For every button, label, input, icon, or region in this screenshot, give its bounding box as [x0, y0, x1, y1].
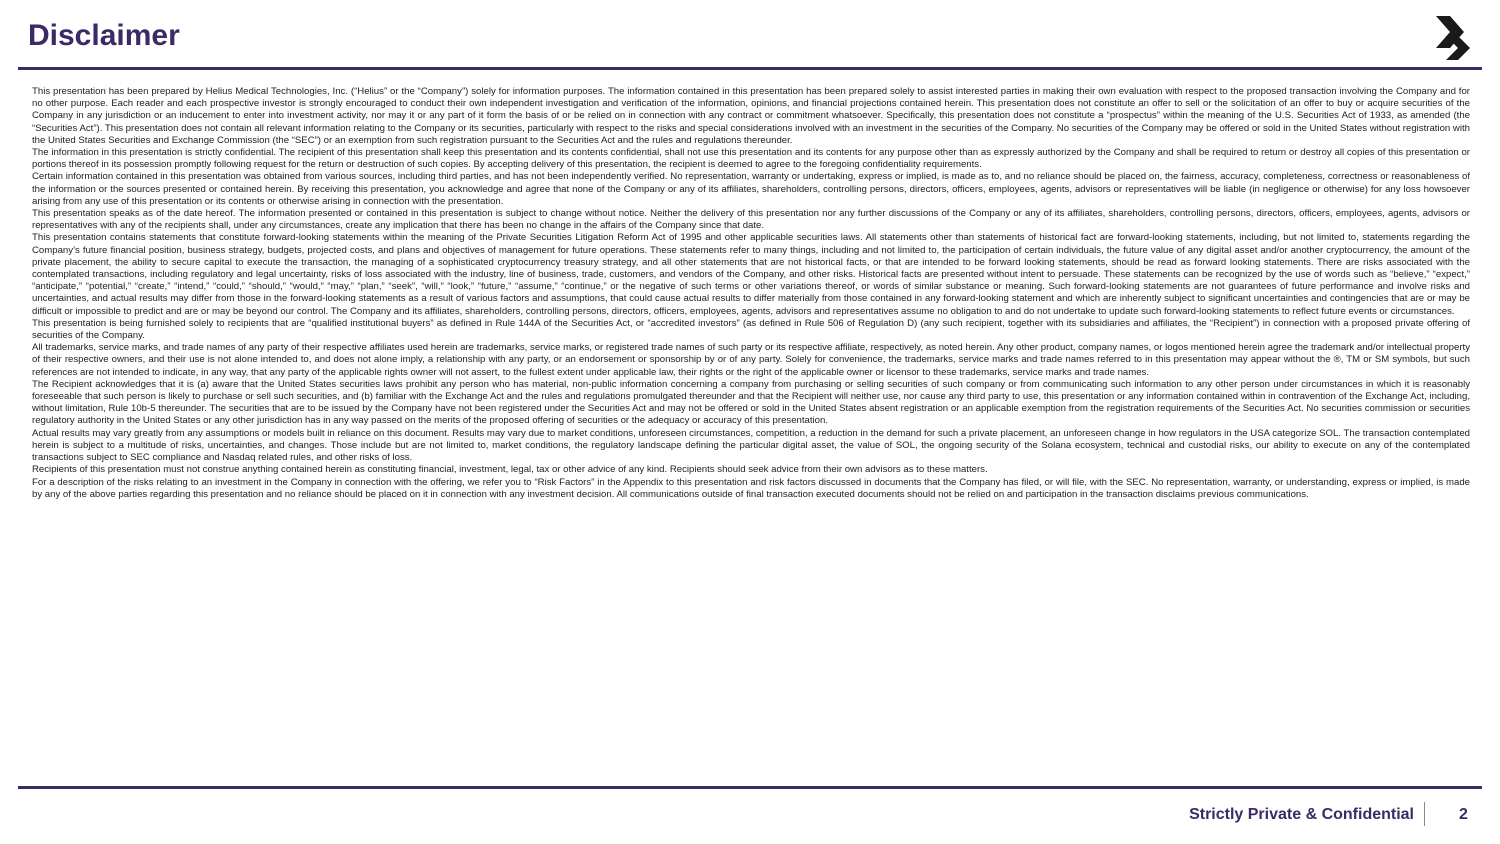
confidentiality-label: Strictly Private & Confidential	[1189, 806, 1414, 823]
disclaimer-body	[32, 86, 1470, 746]
disclaimer-paragraph: All trademarks, service marks, and trade names of any party of their respective affiliates used herein are trademarks, service marks, or registered trade names of such party or its respective affiliate, respectively, as noted herein. Any other product, company names, or logos mentioned herein agree the trademark and/or intellectual property of their respective owners, and their use is not alone intended to, and does not alone imply, a relationship with any party, or an endorsement or sponsorship by or of any party. Solely for convenience, the trademarks, service marks and trade names referred to in this presentation may appear without the ®, TM or SM symbols, but such references are not intended to indicate, in any way, that any party of the applicable rights owner will not assert, to the fullest extent under applicable law, their rights or the right of the applicable owner or licensor to these trademarks, service marks and trade names.	[32, 342, 1470, 378]
double-chevron-logo-icon	[1432, 14, 1472, 62]
footer	[0, 802, 1500, 826]
disclaimer-paragraph: Recipients of this presentation must not construe anything contained herein as constituting financial, investment, legal, tax or other advice of any kind. Recipients should seek advice from their own advisors as to these matters.	[32, 464, 988, 476]
disclaimer-paragraph: The information in this presentation is strictly confidential. The recipient of this presentation shall keep this presentation and its contents confidential, shall not use this presentation and its contents for any purpose other than as expressly authorized by the Company and shall be required to return or destroy all copies of this presentation or portions thereof in its possession promptly following request for the return or destruction of such copies. By accepting delivery of this presentation, the recipient is deemed to agree to the foregoing confidentiality requirements.	[32, 147, 1470, 171]
disclaimer-paragraph: This presentation contains statements that constitute forward-looking statements within the meaning of the Private Securities Litigation Reform Act of 1995 and other applicable securities laws. All statements other than statements of historical fact are forward-looking statements, including, but not limited to, statements regarding the Company’s future financial position, business strategy, budgets, projected costs, and plans and objectives of management for future operations. These statements refer to many things, including and not limited to, the participation of certain individuals, the future value of any digital asset and/or another cryptocurrency, the amount of the private placement, the ability to secure capital to execute the transaction, the managing of a sophisticated cryptocurrency treasury strategy, and all other statements that are not historical facts, or that are intended to be forward looking statements, should be read as forward looking statements. There are risks associated with the contemplated transactions, including regulatory and legal uncertainty, risks of loss associated with the industry, line of business, trade, customers, and vendors of the Company, and other risks. Historical facts are presented without intent to persuade. These statements can be recognized by the use of words such as “believe,” “expect,” “anticipate,” “potential,” “create,” “intend,” “could,” “should,” “would,” “may,” “plan,” “seek”, “will,” “look,” “future,” “assume,” “continue,” or the negative of such terms or other variations thereof, or words of similar substance or meaning. Such forward-looking statements are not guarantees of future performance and involve risks and uncertainties, and actual results may differ from those in the forward-looking statements as a result of various factors and assumptions, that could cause actual results to differ materially from those contained in any forward-looking statement and which are inherently subject to significant uncertainties and contingencies that are or may be difficult or impossible to predict and are or may be beyond our control. The Company and its affiliates, shareholders, controlling persons, directors, officers, employees, agents, advisors and representatives assume no obligation to and do not undertake to update such forward-looking statements to reflect future events or circumstances.	[32, 232, 1470, 317]
footer-divider	[18, 786, 1482, 789]
page-number: 2	[1459, 806, 1468, 823]
disclaimer-paragraph: This presentation has been prepared by Helius Medical Technologies, Inc. (“Helius” or the “Company”) solely for information purposes. The information contained in this presentation has been prepared solely to assist interested parties in making their own evaluation with respect to the proposed transaction involving the Company and for no other purpose. Each reader and each prospective investor is strongly encouraged to conduct their own independent investigation and verification of the information, opinions, and financial projections contained herein. This presentation does not constitute an offer to sell or the solicitation of an offer to buy or acquire securities of the Company in any jurisdiction or an inducement to enter into investment activity, nor may it or any part of it form the basis of or be relied on in connection with any contract or commitment whatsoever. Specifically, this presentation does not constitute a “prospectus” within the meaning of the U.S. Securities Act of 1933, as amended (the “Securities Act”). This presentation does not contain all relevant information relating to the Company or its securities, particularly with respect to the risks and special considerations involved with an investment in the securities of the Company. No securities of the Company may be offered or sold in the United States without registration with the United States Securities and Exchange Commission (the “SEC”) or an exemption from such registration pursuant to the Securities Act and the rules and regulations thereunder.	[32, 86, 1470, 146]
disclaimer-paragraph: This presentation is being furnished solely to recipients that are “qualified institutional buyers” as defined in Rule 144A of the Securities Act, or “accredited investors” (as defined in Rule 506 of Regulation D) (any such recipient, together with its subsidiaries and affiliates, the “Recipient”) in connection with a proposed private offering of securities of the Company.	[32, 317, 1470, 342]
page-title: Disclaimer	[28, 19, 180, 52]
footer-separator	[1424, 802, 1425, 826]
disclaimer-paragraph: The Recipient acknowledges that it is (a) aware that the United States securities laws prohibit any person who has material, non-public information concerning a company from purchasing or selling securities of such company or from communicating such information to any other person under circumstances in which it is reasonably foreseeable that such person is likely to purchase or sell such securities, and (b) familiar with the Exchange Act and the rules and regulations promulgated thereunder and that the Recipient will neither use, nor cause any third party to use, this presentation or any information contained within in contravention of the Exchange Act, including, without limitation, Rule 10b-5 thereunder. The securities that are to be issued by the Company have not been registered under the Securities Act and may not be offered or sold in the United States absent registration or an applicable exemption from the registration requirements of the Securities Act. No securities commission or securities regulatory authority in the United States or any other jurisdiction has in any way passed on the merits of the proposed offering of securities or the adequacy or accuracy of this presentation.	[32, 378, 1470, 427]
disclaimer-paragraph: Actual results may vary greatly from any assumptions or models built in reliance on this document. Results may vary due to market conditions, unforeseen circumstances, competition, a reduction in the demand for such a private placement, an unforeseen change in how regulators in the USA categorize SOL. The transaction contemplated herein is subject to a multitude of risks, uncertainties, and changes. Those include but are not limited to, market conditions, the regulatory landscape defining the particular digital asset, the value of SOL, the ongoing security of the Solana ecosystem, technical and custodial risks, our ability to execute on any of the contemplated transactions subject to SEC compliance and Nasdaq related rules, and other risks of loss.	[32, 427, 1470, 464]
header-divider	[18, 67, 1482, 70]
disclaimer-paragraph: This presentation speaks as of the date hereof. The information presented or contained in this presentation is subject to change without notice. Neither the delivery of this presentation nor any further discussions of the Company or any of its affiliates, shareholders, controlling persons, directors, officers, employees, agents, advisors or representatives with any of the recipients shall, under any circumstances, create any implication that there has been no change in the affairs of the Company since that date.	[32, 208, 1470, 232]
disclaimer-paragraph: For a description of the risks relating to an investment in the Company in connection with the offering, we refer you to “Risk Factors” in the Appendix to this presentation and risk factors discussed in documents that the Company has filed, or will file, with the SEC. No representation, warranty, or understanding, express or implied, is made by any of the above parties regarding this presentation and no reliance should be placed on it in connection with any investment decision. All communications outside of final transaction executed documents should not be relied on and participation in the transaction disclaims previous communications.	[32, 476, 1470, 500]
disclaimer-paragraph: Certain information contained in this presentation was obtained from various sources, including third parties, and has not been independently verified. No representation, warranty or undertaking, express or implied, is made as to, and no reliance should be placed on, the fairness, accuracy, completeness, correctness or reasonableness of the information or the sources presented or contained herein. By receiving this presentation, you acknowledge and agree that none of the Company or any of its affiliates, shareholders, controlling persons, directors, officers, employees, agents, advisors or representatives will be liable (in negligence or otherwise) for any loss howsoever arising from any use of this presentation or its contents or otherwise arising in connection with the presentation.	[32, 171, 1470, 207]
